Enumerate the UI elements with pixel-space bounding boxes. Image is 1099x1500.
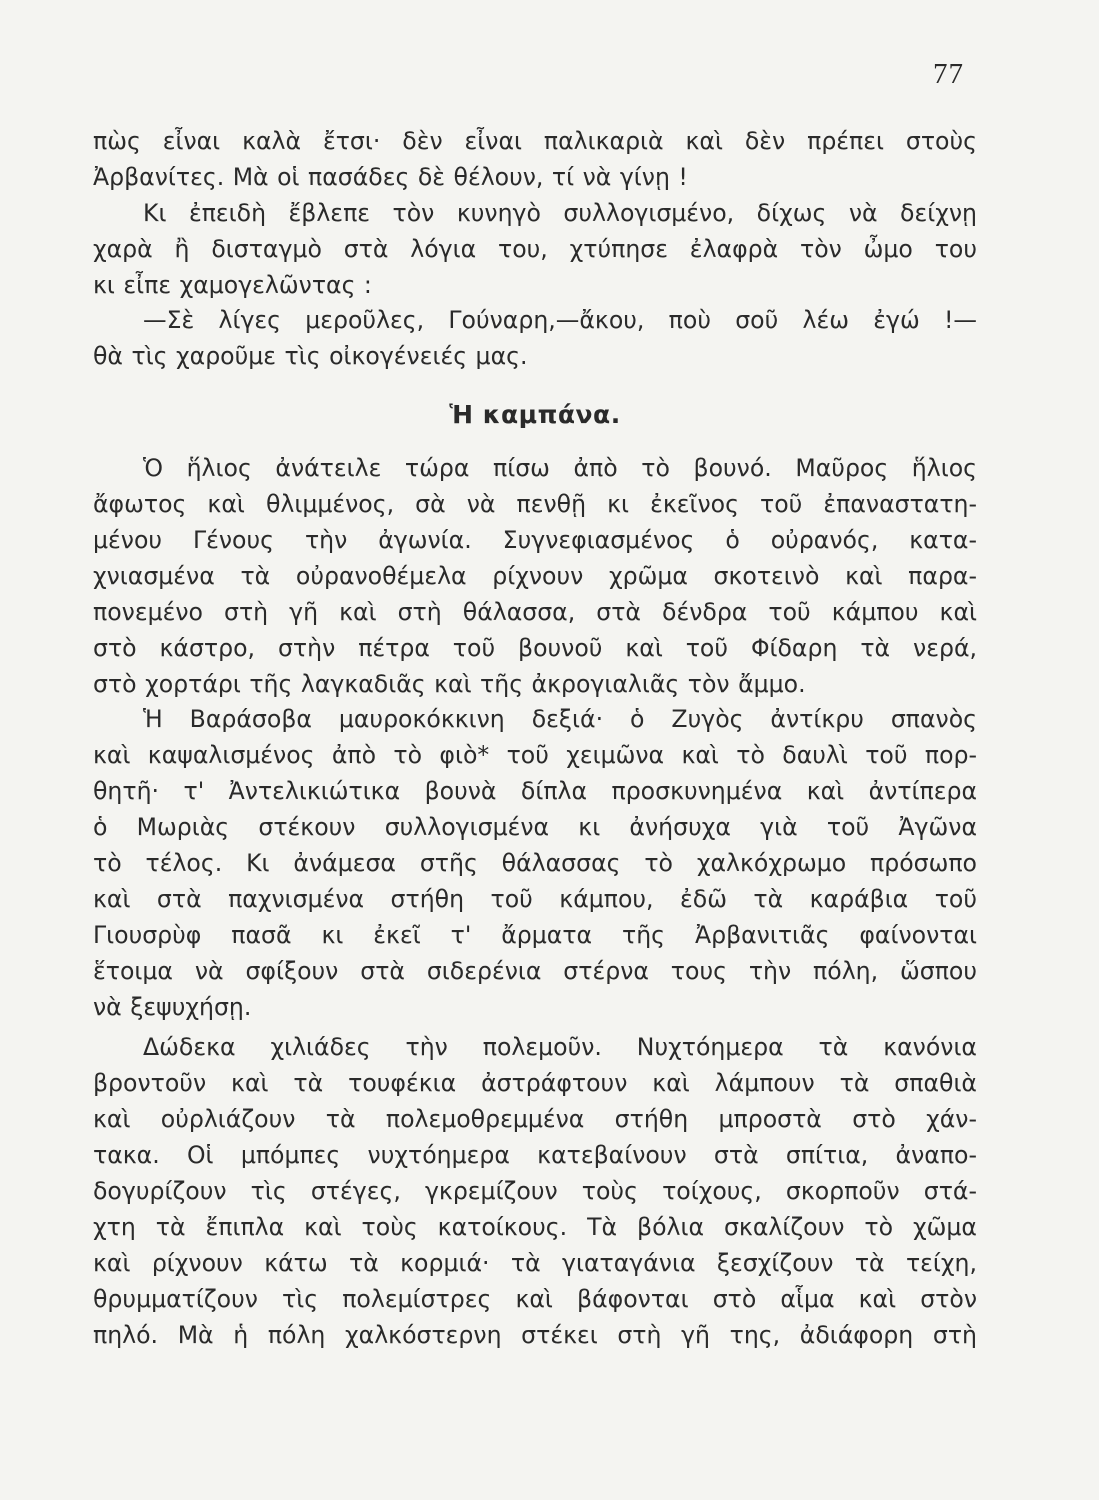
text-line: ἄφωτος καὶ θλιμμένος, σὰ νὰ πενθῇ κι ἐκεῖνος τοῦ ἐπαναστατη- xyxy=(93,490,977,519)
text-line: χαρὰ ἢ δισταγμὸ στὰ λόγια του, χτύπησε ἐλαφρὰ τὸν ὦμο του xyxy=(93,234,977,263)
text-line: δογυρίζουν τὶς στέγες, γκρεμίζουν τοὺς τοίχους, σκορποῦν στά- xyxy=(93,1177,977,1206)
text-line: καὶ οὐρλιάζουν τὰ πολεμοθρεμμένα στήθη μπροστὰ στὸ χάν- xyxy=(93,1105,977,1134)
text-line: χτη τὰ ἔπιπλα καὶ τοὺς κατοίκους. Τὰ βόλια σκαλίζουν τὸ χῶμα xyxy=(93,1212,977,1241)
text-line: καὶ στὰ παχνισμένα στήθη τοῦ κάμπου, ἐδῶ τὰ καράβια τοῦ xyxy=(93,884,977,913)
text-line: χνιασμένα τὰ οὐρανοθέμελα ρίχνουν χρῶμα σκοτεινὸ καὶ παρα- xyxy=(93,561,977,590)
text-line: ἕτοιμα νὰ σφίξουν στὰ σιδερένια στέρνα τους τὴν πόλη, ὥσπου xyxy=(93,956,977,985)
text-line: μένου Γένους τὴν ἀγωνία. Συγνεφιασμένος ὁ οὐρανός, κατα- xyxy=(93,526,977,555)
text-line: στὸ κάστρο, στὴν πέτρα τοῦ βουνοῦ καὶ τοῦ Φίδαρη τὰ νερά, xyxy=(93,633,977,662)
text-line: θὰ τὶς χαροῦμε τὶς οἰκογένειές μας. xyxy=(93,342,528,371)
text-line: νὰ ξεψυχήσῃ. xyxy=(93,992,252,1021)
text-line: τακα. Οἱ μπόμπες νυχτόημερα κατεβαίνουν στὰ σπίτια, ἀναπο- xyxy=(93,1141,977,1170)
text-line: ὁ Μωριὰς στέκουν συλλογισμένα κι ἀνήσυχα γιὰ τοῦ Ἀγῶνα xyxy=(93,813,977,842)
text-line: κι εἶπε χαμογελῶντας : xyxy=(93,270,372,299)
text-line: Ἀρβανίτες. Μὰ οἱ πασάδες δὲ θέλουν, τί νὰ γίνῃ ! xyxy=(93,162,688,191)
text-line: θρυμματίζουν τὶς πολεμίστρες καὶ βάφονται στὸ αἷμα καὶ στὸν xyxy=(93,1284,977,1313)
text-line: στὸ χορτάρι τῆς λαγκαδιᾶς καὶ τῆς ἀκρογιαλιᾶς τὸν ἄμμο. xyxy=(93,669,806,698)
text-line: Γιουσρὺφ πασᾶ κι ἐκεῖ τ' ἄρματα τῆς Ἀρβανιτιᾶς φαίνονται xyxy=(93,920,977,949)
body-text xyxy=(93,124,977,1354)
text-line: πὼς εἶναι καλὰ ἔτσι· δὲν εἶναι παλικαριὰ καὶ δὲν πρέπει στοὺς xyxy=(93,127,977,155)
text-line: πηλό. Μὰ ἡ πόλη χαλκόστερνη στέκει στὴ γῆ της, ἀδιάφορη στὴ xyxy=(93,1320,977,1349)
text-line: καὶ ρίχνουν κάτω τὰ κορμιά· τὰ γιαταγάνια ξεσχίζουν τὰ τείχη, xyxy=(93,1248,977,1277)
text-line: Ἡ Βαράσοβα μαυροκόκκινη δεξιά· ὁ Ζυγὸς ἀντίκρυ σπανὸς xyxy=(143,705,977,734)
text-line: πονεμένο στὴ γῆ καὶ στὴ θάλασσα, στὰ δένδρα τοῦ κάμπου καὶ xyxy=(93,597,977,626)
text-line: Ὁ ἥλιος ἀνάτειλε τώρα πίσω ἀπὸ τὸ βουνό. Μαῦρος ἥλιος xyxy=(143,454,977,483)
text-line: καὶ καψαλισμένος ἀπὸ τὸ φιὸ* τοῦ χειμῶνα καὶ τὸ δαυλὶ τοῦ πορ- xyxy=(93,741,977,770)
text-line: τὸ τέλος. Κι ἀνάμεσα στῆς θάλασσας τὸ χαλκόχρωμο πρόσωπο xyxy=(93,849,977,878)
text-line: βροντοῦν καὶ τὰ τουφέκια ἀστράφτουν καὶ λάμπουν τὰ σπαθιὰ xyxy=(93,1069,977,1098)
text-line: —Σὲ λίγες μεροῦλες, Γούναρη,—ἄκου, ποὺ σοῦ λέω ἐγώ !— xyxy=(143,306,977,335)
section-heading: Ἡ καμπάνα. xyxy=(449,400,621,430)
text-line: θητῆ· τ' Ἀντελικιώτικα βουνὰ δίπλα προσκυνημένα καὶ ἀντίπερα xyxy=(93,777,977,806)
page-number: 77 xyxy=(933,58,964,90)
text-line: Κι ἐπειδὴ ἔβλεπε τὸν κυνηγὸ συλλογισμένο, δίχως νὰ δείχνῃ xyxy=(143,198,977,227)
text-line: Δώδεκα χιλιάδες τὴν πολεμοῦν. Νυχτόημερα τὰ κανόνια xyxy=(143,1033,977,1062)
